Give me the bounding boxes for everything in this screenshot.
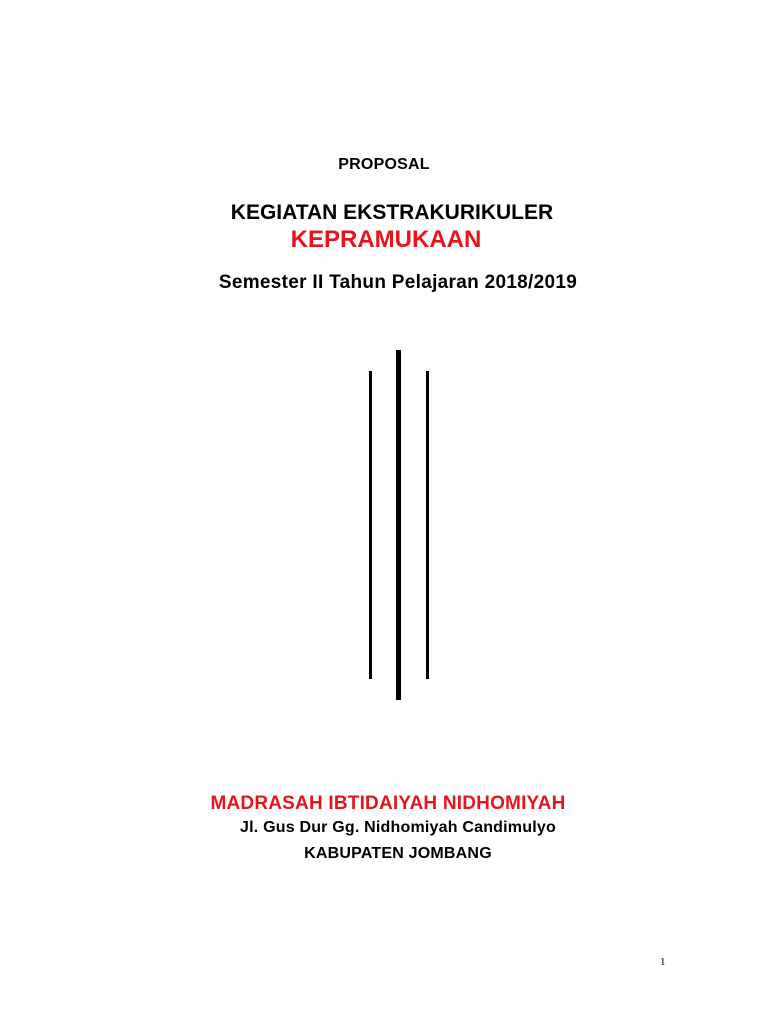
semester-period: Semester II Tahun Pelajaran 2018/2019 (218, 272, 578, 293)
document-subtitle: KEPRAMUKAAN (290, 226, 482, 253)
center-vertical-line (396, 350, 401, 700)
proposal-label: PROPOSAL (338, 156, 430, 173)
document-title: KEGIATAN EKSTRAKURIKULER (230, 201, 554, 224)
institution-name: MADRASAH IBTIDAIYAH NIDHOMIYAH (210, 793, 566, 814)
page-number: 1 (660, 956, 666, 968)
institution-address: Jl. Gus Dur Gg. Nidhomiyah Candimulyo (240, 819, 556, 836)
left-vertical-line (369, 371, 372, 679)
right-vertical-line (426, 371, 429, 679)
institution-regency: KABUPATEN JOMBANG (304, 845, 492, 862)
